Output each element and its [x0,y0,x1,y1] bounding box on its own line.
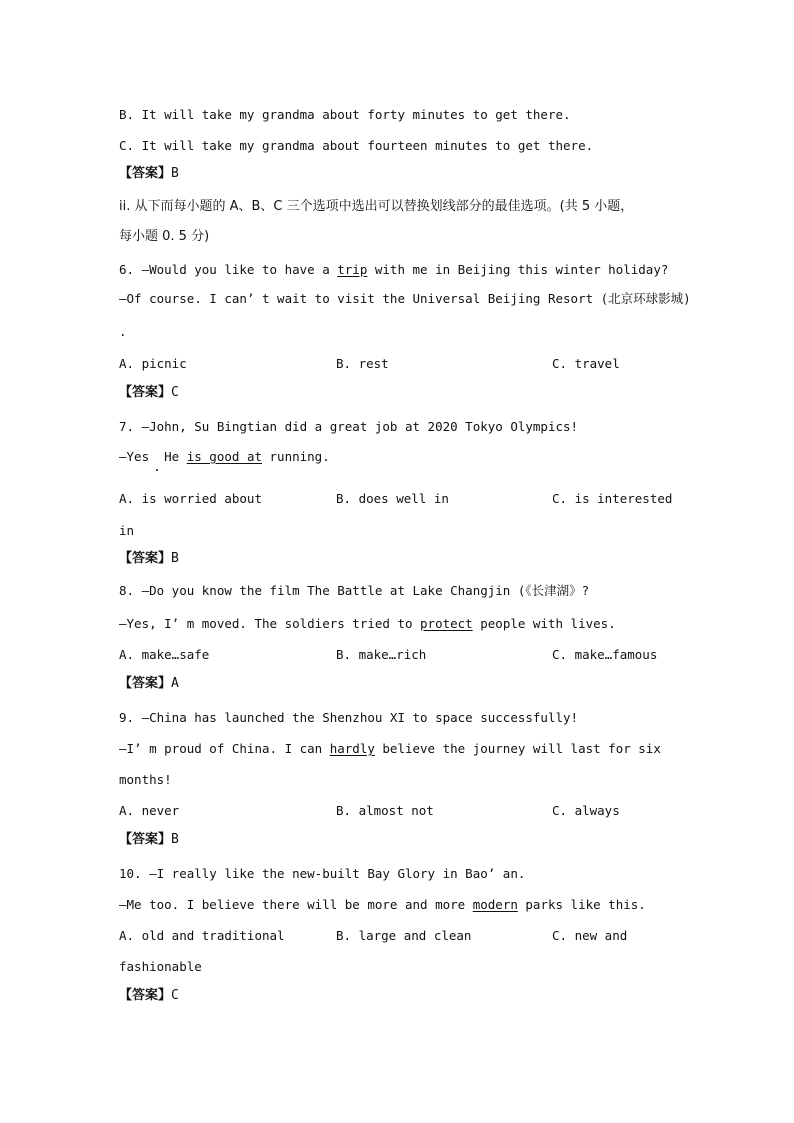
answer-key: C [171,385,179,400]
q9-option-b: B. almost not [336,803,434,818]
stray-dot-mark [156,469,158,471]
section-instruction-line1: ii. 从下而每小题的 A、B、C 三个选项中选出可以替换划线部分的最佳选项。(共 5 小题， [119,199,634,214]
option-c-previous: C. It will take my grandma about fourteen minutes to get there. [119,138,594,153]
q6-underlined-word: trip [337,262,368,277]
q10-option-c-continued: fashionable [119,959,202,974]
q10-option-a: A. old and traditional [119,928,285,943]
q8-option-a: A. make…safe [119,647,210,662]
q7-option-b: B. does well in [336,491,449,506]
q10-underlined-word: modern [472,897,518,912]
question-7-line1: 7. —John, Su Bingtian did a great job at 2020 Tokyo Olympics! [119,419,579,434]
question-10-line2 [119,897,646,913]
question-8-line2 [119,616,616,632]
answer-label: 【答案】 [119,551,172,566]
q9-answer [119,832,179,848]
question-8-line1: 8. —Do you know the film The Battle at Lake Changjin (《长津湖》? [119,583,590,598]
answer-key: B [171,832,179,847]
q7-text-pre: —Yes He [119,449,187,464]
question-9-line3: months! [119,772,172,787]
q8-text-pre: —Yes, I’ m moved. The soldiers tried to [119,616,421,631]
answer-key: B [171,551,179,566]
q8-option-b: B. make…rich [336,647,427,662]
q7-option-c: C. is interested [552,491,673,506]
q7-option-c-continued: in [119,523,135,538]
q7-answer [119,551,179,567]
q8-answer [119,676,179,692]
q10-text-pre: —Me too. I believe there will be more and more [119,897,473,912]
q6-option-b: B. rest [336,356,389,371]
answer-previous [119,166,179,182]
q6-text-post: with me in Beijing this winter holiday? [367,262,669,277]
q8-option-c: C. make…famous [552,647,658,662]
q9-text-pre: —I’ m proud of China. I can [119,741,330,756]
question-6-line1 [119,262,668,278]
q9-text-post: believe the journey will last for six [374,741,661,756]
answer-label: 【答案】 [119,988,172,1003]
q6-option-a: A. picnic [119,356,187,371]
question-9-line2 [119,741,661,757]
answer-key: C [171,988,179,1003]
q6-answer [119,385,179,401]
q10-option-b: B. large and clean [336,928,472,943]
q9-option-a: A. never [119,803,180,818]
q6-text-pre: 6. —Would you like to have a [119,262,338,277]
q10-answer [119,988,179,1004]
option-b-previous: B. It will take my grandma about forty minutes to get there. [119,107,571,122]
answer-label: 【答案】 [119,385,172,400]
q6-option-c: C. travel [552,356,620,371]
question-9-line1: 9. —China has launched the Shenzhou XI to space successfully! [119,710,579,725]
q7-text-post: running. [262,449,330,464]
answer-key: B [171,166,179,181]
answer-label: 【答案】 [119,832,172,847]
question-10-line1: 10. —I really like the new-built Bay Glory in Bao’ an. [119,866,526,881]
answer-label: 【答案】 [119,166,172,181]
q9-underlined-word: hardly [329,741,375,756]
q8-text-post: people with lives. [472,616,616,631]
section-instruction-line2: 每小题 0. 5 分) [119,229,210,244]
q10-text-post: parks like this. [517,897,646,912]
q8-underlined-word: protect [420,616,473,631]
answer-key: A [171,676,179,691]
answer-label: 【答案】 [119,676,172,691]
q7-underlined-phrase: is good at [186,449,262,464]
q9-option-c: C. always [552,803,620,818]
question-6-line2: —Of course. I can’ t wait to visit the Universal Beijing Resort (北京环球影城) [119,291,691,306]
question-7-line2 [119,449,330,465]
question-6-line3: . [119,324,127,339]
q10-option-c: C. new and [552,928,628,943]
q7-option-a: A. is worried about [119,491,262,506]
